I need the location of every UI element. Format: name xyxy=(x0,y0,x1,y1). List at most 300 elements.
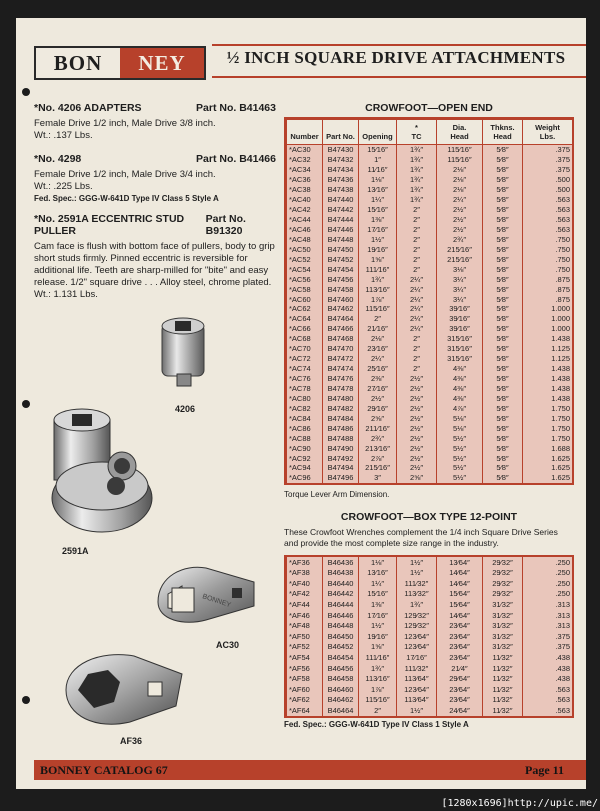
table-cell: *AC44 xyxy=(287,215,323,225)
open-end-table xyxy=(284,117,574,485)
table-cell: B47480 xyxy=(323,393,359,403)
table-row xyxy=(287,165,573,175)
table-cell: 2″ xyxy=(359,705,397,716)
table-cell: *AC88 xyxy=(287,433,323,443)
table-cell: 2″ xyxy=(359,314,397,324)
table-cell: 3¼″ xyxy=(437,274,483,284)
table-cell: *AC92 xyxy=(287,453,323,463)
table-cell: 115⁄16″ xyxy=(359,695,397,706)
table-cell: 129⁄32″ xyxy=(397,610,437,621)
table-cell: .563 xyxy=(523,695,573,706)
table-cell: 21⁄4″ xyxy=(437,663,483,674)
table-cell: 1⅛″ xyxy=(359,175,397,185)
table-cell: *AC52 xyxy=(287,254,323,264)
table-cell: B47478 xyxy=(323,384,359,394)
table-cell: 4⅜″ xyxy=(437,384,483,394)
table-cell: 29⁄32″ xyxy=(483,567,523,578)
table-cell: B47474 xyxy=(323,364,359,374)
table-cell: 5⁄8″ xyxy=(483,254,523,264)
table-cell: 11⁄32″ xyxy=(483,663,523,674)
table-cell: B46440 xyxy=(323,578,359,589)
table-cell: .563 xyxy=(523,684,573,695)
table-row xyxy=(287,403,573,413)
table-cell: 2″ xyxy=(397,205,437,215)
table-row xyxy=(287,175,573,185)
table-cell: B46446 xyxy=(323,610,359,621)
table-cell: 2⅛″ xyxy=(437,175,483,185)
table-cell: 2¼″ xyxy=(359,354,397,364)
table-cell: B47488 xyxy=(323,433,359,443)
table-row xyxy=(287,589,573,600)
table-cell: 213⁄16″ xyxy=(359,443,397,453)
table-cell: 31⁄32″ xyxy=(483,620,523,631)
table-cell: 3″ xyxy=(359,473,397,483)
table-cell: B47492 xyxy=(323,453,359,463)
table-cell: B47438 xyxy=(323,185,359,195)
caption-2591a: 2591A xyxy=(62,546,89,556)
table-cell: 29⁄32″ xyxy=(483,557,523,568)
table-row xyxy=(287,294,573,304)
table-cell: 123⁄64″ xyxy=(397,642,437,653)
table-cell: .375 xyxy=(523,631,573,642)
table-cell: 4⅞″ xyxy=(437,403,483,413)
table-cell: B46450 xyxy=(323,631,359,642)
table-cell: .875 xyxy=(523,294,573,304)
table-cell: 23⁄64″ xyxy=(437,620,483,631)
header-rule-bottom xyxy=(212,76,586,78)
table-cell: 5½″ xyxy=(437,473,483,483)
open-end-header-row xyxy=(287,120,573,145)
table-row xyxy=(287,274,573,284)
table-cell: *AC96 xyxy=(287,473,323,483)
table-row xyxy=(287,354,573,364)
table-row xyxy=(287,610,573,621)
table-cell: 2″ xyxy=(397,234,437,244)
table-row xyxy=(287,393,573,403)
table-row xyxy=(287,324,573,334)
table-row xyxy=(287,344,573,354)
table-row xyxy=(287,225,573,235)
table-cell: *AC78 xyxy=(287,384,323,394)
column-header: Number xyxy=(287,120,323,145)
table-cell: B47472 xyxy=(323,354,359,364)
table-cell: 13⁄16″ xyxy=(359,567,397,578)
table-cell: 113⁄16″ xyxy=(359,673,397,684)
table-cell: 11⁄32″ xyxy=(483,684,523,695)
table-cell: B46452 xyxy=(323,642,359,653)
table-cell: 2½″ xyxy=(397,423,437,433)
table-cell: B47490 xyxy=(323,443,359,453)
table-cell: 5⁄8″ xyxy=(483,374,523,384)
table-cell: 2¼″ xyxy=(397,284,437,294)
table-cell: 39⁄16″ xyxy=(437,324,483,334)
table-cell: 111⁄16″ xyxy=(359,264,397,274)
column-header: Part No. xyxy=(323,120,359,145)
table-cell: 1⅝″ xyxy=(359,642,397,653)
table-cell: 5⁄8″ xyxy=(483,225,523,235)
table-cell: B47470 xyxy=(323,344,359,354)
table-cell: 2¼″ xyxy=(397,324,437,334)
table-cell: B47486 xyxy=(323,423,359,433)
table-cell: *AC76 xyxy=(287,374,323,384)
product-descriptions xyxy=(34,102,276,301)
table-row xyxy=(287,244,573,254)
item-desc: Female Drive 1/2 inch, Male Drive 3/4 inch. xyxy=(34,169,216,180)
table-cell: 1⅞″ xyxy=(359,684,397,695)
table-cell: 2½″ xyxy=(397,374,437,384)
item-desc: Cam face is flush with bottom face of pullers, body to grip short studs firmly. Pinned eccentric is reversible for additional life. Teeth are sharp-milled for "bite" and easy release. 1/2" square drive . . . Alloy steel, chrome plated. Wt.: 1.131 Lbs. xyxy=(34,241,275,300)
table-cell: B47484 xyxy=(323,413,359,423)
table-cell: 13⁄64″ xyxy=(437,557,483,568)
footer-catalog: BONNEY CATALOG 67 xyxy=(40,762,168,777)
table-cell: 4⅜″ xyxy=(437,393,483,403)
table-cell: 2½″ xyxy=(397,433,437,443)
table-cell: 1.438 xyxy=(523,384,573,394)
table-cell: *AF36 xyxy=(287,557,323,568)
table-cell: .563 xyxy=(523,215,573,225)
table-cell: *AC56 xyxy=(287,274,323,284)
table-cell: 1.125 xyxy=(523,354,573,364)
table-cell: 19⁄16″ xyxy=(359,631,397,642)
table-cell: 2⅜″ xyxy=(359,374,397,384)
table-cell: 5⁄8″ xyxy=(483,473,523,483)
table-cell: 1.000 xyxy=(523,304,573,314)
table-cell: 11⁄16″ xyxy=(359,165,397,175)
table-cell: 2″ xyxy=(397,254,437,264)
table-cell: 1⅜″ xyxy=(359,215,397,225)
table-cell: *AF62 xyxy=(287,695,323,706)
table-cell: 215⁄16″ xyxy=(437,254,483,264)
crowfoot-ac30-image xyxy=(154,558,260,630)
table-cell: 5⁄8″ xyxy=(483,364,523,374)
table-cell: 5⁄8″ xyxy=(483,413,523,423)
table-cell: .563 xyxy=(523,205,573,215)
table-cell: 1¾″ xyxy=(397,195,437,205)
column-header: Thkns. Head xyxy=(483,120,523,145)
table-cell: .875 xyxy=(523,274,573,284)
crowfoot-af36-image xyxy=(56,644,190,734)
table-cell: 31⁄32″ xyxy=(483,631,523,642)
table-cell: B47468 xyxy=(323,334,359,344)
table-cell: 2⅝″ xyxy=(359,413,397,423)
caption-4206: 4206 xyxy=(175,404,196,414)
table-cell: 215⁄16″ xyxy=(437,244,483,254)
table-row xyxy=(287,599,573,610)
table-cell: 2″ xyxy=(397,215,437,225)
table-cell: 5⁄8″ xyxy=(483,175,523,185)
table-cell: B46464 xyxy=(323,705,359,716)
table-cell: B47450 xyxy=(323,244,359,254)
table-cell: .313 xyxy=(523,610,573,621)
table-cell: 113⁄32″ xyxy=(397,589,437,600)
table-cell: 111⁄32″ xyxy=(397,663,437,674)
table-cell: .563 xyxy=(523,195,573,205)
table-cell: 113⁄64″ xyxy=(397,695,437,706)
table-cell: 5⁄8″ xyxy=(483,443,523,453)
item-weight: Wt.: .137 Lbs. xyxy=(34,130,93,141)
table-cell: B46444 xyxy=(323,599,359,610)
table-cell: *AF54 xyxy=(287,652,323,663)
table-row xyxy=(287,374,573,384)
table-cell: B46442 xyxy=(323,589,359,600)
table-cell: 2½″ xyxy=(397,453,437,463)
table-cell: *AC90 xyxy=(287,443,323,453)
table-cell: 24⁄64″ xyxy=(437,705,483,716)
table-cell: 23⁄64″ xyxy=(437,631,483,642)
table-cell: 5⁄8″ xyxy=(483,155,523,165)
table-cell: 2½″ xyxy=(397,443,437,453)
table-cell: B47444 xyxy=(323,215,359,225)
table-cell: *AC34 xyxy=(287,165,323,175)
table-row xyxy=(287,334,573,344)
table-row xyxy=(287,384,573,394)
table-cell: 1¾″ xyxy=(397,175,437,185)
table-cell: *AC68 xyxy=(287,334,323,344)
table-cell: .438 xyxy=(523,663,573,674)
table-cell: 5⁄8″ xyxy=(483,185,523,195)
table-cell: 5⁄8″ xyxy=(483,403,523,413)
table-cell: *AF38 xyxy=(287,567,323,578)
table-cell: 5⁄8″ xyxy=(483,244,523,254)
table-cell: B46436 xyxy=(323,557,359,568)
table-cell: 1.438 xyxy=(523,334,573,344)
table-cell: 5⁄8″ xyxy=(483,215,523,225)
table-cell: .750 xyxy=(523,264,573,274)
table-cell: 39⁄16″ xyxy=(437,314,483,324)
table-cell: B47476 xyxy=(323,374,359,384)
adapter-4206-image xyxy=(154,314,214,394)
table-cell: 5⁄8″ xyxy=(483,274,523,284)
table-cell: 1.625 xyxy=(523,473,573,483)
table-cell: 5⁄8″ xyxy=(483,284,523,294)
table-cell: 3⅛″ xyxy=(437,264,483,274)
table-cell: *AC62 xyxy=(287,304,323,314)
table-cell: .438 xyxy=(523,673,573,684)
table-cell: 2¼″ xyxy=(397,314,437,324)
table-row xyxy=(287,304,573,314)
table-cell: .375 xyxy=(523,642,573,653)
table-cell: *AC86 xyxy=(287,423,323,433)
table-cell: *AC84 xyxy=(287,413,323,423)
table-cell: .563 xyxy=(523,705,573,716)
table-cell: 17⁄16″ xyxy=(397,652,437,663)
spec-tables xyxy=(284,102,574,729)
table-cell: 23⁄16″ xyxy=(359,344,397,354)
column-header: Weight Lbs. xyxy=(523,120,573,145)
column-header: * TC xyxy=(397,120,437,145)
table-cell: 1¼″ xyxy=(359,578,397,589)
table-cell: *AF50 xyxy=(287,631,323,642)
table-cell: .250 xyxy=(523,557,573,568)
table-cell: 5⁄8″ xyxy=(483,324,523,334)
logo-left: BON xyxy=(36,48,120,78)
table-cell: 1.750 xyxy=(523,413,573,423)
table-cell: 2½″ xyxy=(397,413,437,423)
table-cell: *AC48 xyxy=(287,234,323,244)
table-cell: *AC40 xyxy=(287,195,323,205)
table-cell: 14⁄64″ xyxy=(437,567,483,578)
table-row xyxy=(287,314,573,324)
table-cell: B46458 xyxy=(323,673,359,684)
table-cell: B47452 xyxy=(323,254,359,264)
table-cell: 2½″ xyxy=(397,384,437,394)
item-heading xyxy=(34,102,276,114)
table-row xyxy=(287,705,573,716)
table-row xyxy=(287,652,573,663)
table-cell: 1¾″ xyxy=(397,599,437,610)
table-cell: B47454 xyxy=(323,264,359,274)
table-cell: 2½″ xyxy=(437,215,483,225)
table-cell: 23⁄64″ xyxy=(437,684,483,695)
footer-bar xyxy=(34,760,586,780)
table-cell: .375 xyxy=(523,165,573,175)
table-cell: 29⁄32″ xyxy=(483,578,523,589)
table-cell: 11⁄32″ xyxy=(483,705,523,716)
table-cell: 1⅜″ xyxy=(359,599,397,610)
table-cell: 2″ xyxy=(397,225,437,235)
header-rule-top xyxy=(212,44,586,46)
table-row xyxy=(287,195,573,205)
column-header: Dia. Head xyxy=(437,120,483,145)
table-cell: 39⁄16″ xyxy=(437,304,483,314)
table-cell: .438 xyxy=(523,652,573,663)
table-cell: *AF64 xyxy=(287,705,323,716)
table-row xyxy=(287,557,573,568)
table-cell: 5⁄8″ xyxy=(483,294,523,304)
table-row xyxy=(287,443,573,453)
logo-right: NEY xyxy=(120,48,204,78)
table-cell: 115⁄16″ xyxy=(437,155,483,165)
table-cell: 1⅞″ xyxy=(359,294,397,304)
table-cell: B47482 xyxy=(323,403,359,413)
table-cell: 11⁄32″ xyxy=(483,652,523,663)
table-cell: *AC64 xyxy=(287,314,323,324)
table-cell: B47432 xyxy=(323,155,359,165)
table-cell: 5⁄8″ xyxy=(483,453,523,463)
table-cell: B47448 xyxy=(323,234,359,244)
table-cell: 115⁄16″ xyxy=(437,145,483,155)
table-cell: .500 xyxy=(523,185,573,195)
table-cell: 1½″ xyxy=(397,567,437,578)
table-row xyxy=(287,463,573,473)
table-cell: *AF58 xyxy=(287,673,323,684)
table-cell: .750 xyxy=(523,254,573,264)
table-cell: 11⁄32″ xyxy=(483,673,523,684)
bonney-logo xyxy=(34,46,206,80)
table-cell: 5⁄8″ xyxy=(483,195,523,205)
item-fedspec: Fed. Spec.: GGG-W-641D Type IV Class 5 Style A xyxy=(34,194,219,203)
table-cell: 2¾″ xyxy=(437,234,483,244)
table-cell: .375 xyxy=(523,145,573,155)
table-cell: 1.438 xyxy=(523,364,573,374)
table-cell: 15⁄16″ xyxy=(359,145,397,155)
caption-af36: AF36 xyxy=(120,736,143,746)
table-cell: 25⁄16″ xyxy=(359,364,397,374)
table-cell: 5⁄8″ xyxy=(483,354,523,364)
table-row xyxy=(287,578,573,589)
table-cell: B46438 xyxy=(323,567,359,578)
table-cell: 3¼″ xyxy=(437,284,483,294)
table-cell: *AC32 xyxy=(287,155,323,165)
table-cell: 5⁄8″ xyxy=(483,334,523,344)
table-cell: 2¾″ xyxy=(359,433,397,443)
table-row xyxy=(287,364,573,374)
table-cell: 2¼″ xyxy=(397,294,437,304)
table-cell: 2½″ xyxy=(359,393,397,403)
table-cell: 31⁄32″ xyxy=(483,610,523,621)
binder-hole xyxy=(22,400,30,408)
table-row xyxy=(287,663,573,674)
item-desc: Female Drive 1/2 inch, Male Drive 3/8 inch. xyxy=(34,118,216,129)
table-cell: 5½″ xyxy=(437,453,483,463)
table-cell: *AC36 xyxy=(287,175,323,185)
table-row xyxy=(287,620,573,631)
table-cell: 2″ xyxy=(397,334,437,344)
table-cell: 5½″ xyxy=(437,433,483,443)
table-row xyxy=(287,234,573,244)
table-cell: 4⅜″ xyxy=(437,374,483,384)
table-cell: 23⁄64″ xyxy=(437,642,483,653)
table-cell: .750 xyxy=(523,234,573,244)
box-type-title: CROWFOOT—BOX TYPE 12-POINT xyxy=(340,510,518,523)
table-cell: *AC94 xyxy=(287,463,323,473)
table-row xyxy=(287,185,573,195)
table-cell: 1.625 xyxy=(523,463,573,473)
table-row xyxy=(287,673,573,684)
table-cell: 2⅛″ xyxy=(359,334,397,344)
table-row xyxy=(287,145,573,155)
table-cell: 17⁄16″ xyxy=(359,610,397,621)
table-cell: *AC82 xyxy=(287,403,323,413)
table-cell: .563 xyxy=(523,225,573,235)
table-cell: B47446 xyxy=(323,225,359,235)
table-row xyxy=(287,205,573,215)
table-cell: 111⁄16″ xyxy=(359,652,397,663)
open-end-title: CROWFOOT—OPEN END xyxy=(365,102,493,114)
crowfoot-stamp: BONNEY xyxy=(201,593,232,610)
table-cell: .313 xyxy=(523,620,573,631)
table-cell: .875 xyxy=(523,284,573,294)
table-cell: 31⁄32″ xyxy=(483,642,523,653)
table-cell: B47456 xyxy=(323,274,359,284)
table-cell: 123⁄64″ xyxy=(397,684,437,695)
table-cell: 2¼″ xyxy=(437,195,483,205)
watermark: [1280x1696]http://upic.me/ xyxy=(441,798,598,809)
table-row xyxy=(287,264,573,274)
table-cell: 115⁄16″ xyxy=(359,304,397,314)
table-cell: 19⁄16″ xyxy=(359,244,397,254)
table-row xyxy=(287,423,573,433)
table-cell: 5⁄8″ xyxy=(483,145,523,155)
table-row xyxy=(287,642,573,653)
table-cell: 1½″ xyxy=(397,557,437,568)
table-cell: B47434 xyxy=(323,165,359,175)
table-cell: B46462 xyxy=(323,695,359,706)
table-cell: *AF46 xyxy=(287,610,323,621)
table-cell: *AC42 xyxy=(287,205,323,215)
table-cell: 2⅛″ xyxy=(437,165,483,175)
table-cell: 1¾″ xyxy=(359,274,397,284)
page-title: ½ INCH SQUARE DRIVE ATTACHMENTS xyxy=(226,48,566,67)
table-cell: 1⅝″ xyxy=(359,254,397,264)
table-cell: 23⁄64″ xyxy=(437,652,483,663)
table-cell: B47466 xyxy=(323,324,359,334)
table-cell: 5½″ xyxy=(437,443,483,453)
table-cell: 2″ xyxy=(397,264,437,274)
table-cell: *AC46 xyxy=(287,225,323,235)
item-part-no: Part No. B41463 xyxy=(196,102,276,114)
table-cell: 5⁄8″ xyxy=(483,165,523,175)
